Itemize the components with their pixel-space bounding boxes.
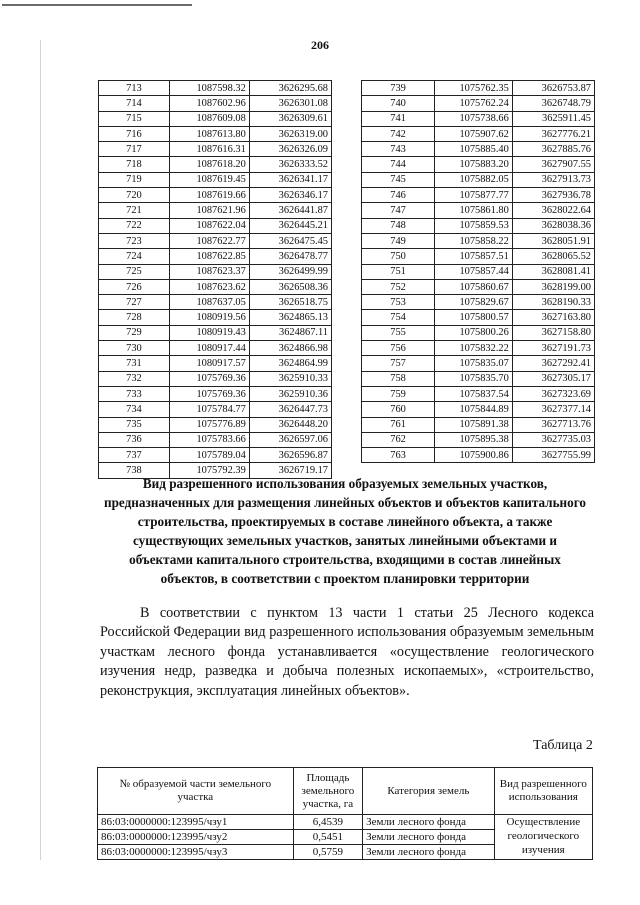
coordinate-row <box>99 341 332 356</box>
coord-y: 3628051.91 <box>512 233 594 248</box>
header-part-number: № образуемой части земельного участка <box>98 768 294 815</box>
cell-area: 0,5759 <box>293 845 362 860</box>
coordinate-row <box>99 188 332 203</box>
point-number: 741 <box>362 111 435 126</box>
coord-x: 1080919.56 <box>169 310 249 325</box>
coord-y: 3626441.87 <box>249 203 331 218</box>
coord-x: 1075769.36 <box>169 371 249 386</box>
coordinate-row <box>362 233 595 248</box>
point-number: 717 <box>99 142 170 157</box>
coordinate-row <box>99 402 332 417</box>
coord-y: 3625910.33 <box>249 371 331 386</box>
coord-x: 1075883.20 <box>435 157 513 172</box>
point-number: 730 <box>99 341 170 356</box>
coord-x: 1087602.96 <box>169 96 249 111</box>
coordinates-table-right <box>361 80 595 463</box>
coord-y: 3626478.77 <box>249 249 331 264</box>
coordinate-row <box>362 448 595 463</box>
coord-y: 3626748.79 <box>512 96 594 111</box>
cell-part-number: 86:03:0000000:123995/чзу1 <box>98 815 294 830</box>
coord-x: 1075844.89 <box>435 402 513 417</box>
coord-x: 1075762.24 <box>435 96 513 111</box>
point-number: 738 <box>99 463 170 478</box>
coordinate-row <box>362 81 595 96</box>
coordinate-row <box>99 218 332 233</box>
coord-x: 1087637.05 <box>169 295 249 310</box>
coord-x: 1087618.20 <box>169 157 249 172</box>
point-number: 747 <box>362 203 435 218</box>
coord-x: 1087622.85 <box>169 249 249 264</box>
coord-y: 3626753.87 <box>512 81 594 96</box>
coordinate-row <box>99 386 332 401</box>
coord-x: 1075783.66 <box>169 432 249 447</box>
coordinate-row <box>362 111 595 126</box>
coordinate-row <box>362 188 595 203</box>
coord-y: 3627936.78 <box>512 188 594 203</box>
coord-x: 1075907.62 <box>435 126 513 141</box>
point-number: 713 <box>99 81 170 96</box>
coord-x: 1075859.53 <box>435 218 513 233</box>
coord-y: 3627913.73 <box>512 172 594 187</box>
point-number: 753 <box>362 295 435 310</box>
coord-y: 3628199.00 <box>512 279 594 294</box>
coord-x: 1075877.77 <box>435 188 513 203</box>
coordinate-row <box>362 356 595 371</box>
coord-x: 1080919.43 <box>169 325 249 340</box>
coord-y: 3626445.21 <box>249 218 331 233</box>
coord-x: 1075784.77 <box>169 402 249 417</box>
point-number: 751 <box>362 264 435 279</box>
coord-x: 1087619.66 <box>169 188 249 203</box>
point-number: 739 <box>362 81 435 96</box>
coord-y: 3627713.76 <box>512 417 594 432</box>
coord-y: 3626447.73 <box>249 402 331 417</box>
point-number: 720 <box>99 188 170 203</box>
coord-y: 3626309.61 <box>249 111 331 126</box>
coord-x: 1087619.45 <box>169 172 249 187</box>
coord-y: 3626499.99 <box>249 264 331 279</box>
coordinate-row <box>99 371 332 386</box>
coord-y: 3626518.75 <box>249 295 331 310</box>
point-number: 728 <box>99 310 170 325</box>
coord-y: 3626719.17 <box>249 463 331 478</box>
coordinate-row <box>362 295 595 310</box>
page-edge-line <box>40 40 41 860</box>
coord-y: 3625911.45 <box>512 111 594 126</box>
point-number: 760 <box>362 402 435 417</box>
coordinate-row <box>362 432 595 447</box>
coord-y: 3626341.17 <box>249 172 331 187</box>
coord-y: 3626346.17 <box>249 188 331 203</box>
point-number: 744 <box>362 157 435 172</box>
coord-y: 3626301.08 <box>249 96 331 111</box>
table-row <box>98 815 593 830</box>
coordinate-row <box>362 402 595 417</box>
coordinates-table-left <box>98 80 332 479</box>
page-number: 206 <box>311 38 329 52</box>
point-number: 754 <box>362 310 435 325</box>
table-caption: Таблица 2 <box>533 738 593 753</box>
point-number: 756 <box>362 341 435 356</box>
body-paragraph: В соответствии с пунктом 13 части 1 статьи 25 Лесного кодекса Российской Федерации вид разрешенного использования образуемым земельным участкам лесного фонда устанавливается «осуществление геологического изучения недр, разведка и добыча полезных ископаемых», «строительство, реконструкция, эксплуатация линейных объектов». <box>100 605 594 699</box>
coord-y: 3627377.14 <box>512 402 594 417</box>
point-number: 714 <box>99 96 170 111</box>
coord-y: 3627191.73 <box>512 341 594 356</box>
coordinate-row <box>362 126 595 141</box>
point-number: 746 <box>362 188 435 203</box>
cell-land-category: Земли лесного фонда <box>363 845 495 860</box>
coordinate-row <box>99 126 332 141</box>
point-number: 752 <box>362 279 435 294</box>
coord-x: 1087609.08 <box>169 111 249 126</box>
coord-y: 3626597.06 <box>249 432 331 447</box>
point-number: 749 <box>362 233 435 248</box>
coord-x: 1075891.38 <box>435 417 513 432</box>
coord-x: 1075800.26 <box>435 325 513 340</box>
coord-x: 1087623.37 <box>169 264 249 279</box>
coordinate-row <box>362 386 595 401</box>
coordinate-row <box>362 157 595 172</box>
coord-x: 1075857.44 <box>435 264 513 279</box>
coord-y: 3628022.64 <box>512 203 594 218</box>
coordinate-row <box>99 279 332 294</box>
point-number: 742 <box>362 126 435 141</box>
point-number: 729 <box>99 325 170 340</box>
coordinate-row <box>362 325 595 340</box>
coord-x: 1075900.86 <box>435 448 513 463</box>
coord-x: 1075738.66 <box>435 111 513 126</box>
point-number: 763 <box>362 448 435 463</box>
header-area: Площадь земельного участка, га <box>293 768 362 815</box>
coord-x: 1087616.31 <box>169 142 249 157</box>
point-number: 740 <box>362 96 435 111</box>
coord-x: 1075789.04 <box>169 448 249 463</box>
header-permitted-use: Вид разрешенного использования <box>494 768 592 815</box>
coordinate-row <box>99 249 332 264</box>
coord-y: 3624864.99 <box>249 356 331 371</box>
coord-x: 1075861.80 <box>435 203 513 218</box>
coord-x: 1087621.96 <box>169 203 249 218</box>
cell-permitted-use: Осуществление геологического изучения <box>494 815 592 860</box>
coord-x: 1075835.07 <box>435 356 513 371</box>
point-number: 736 <box>99 432 170 447</box>
coordinate-row <box>99 233 332 248</box>
coord-x: 1075792.39 <box>169 463 249 478</box>
coordinate-row <box>362 417 595 432</box>
cell-part-number: 86:03:0000000:123995/чзу2 <box>98 830 294 845</box>
point-number: 725 <box>99 264 170 279</box>
coordinate-row <box>362 310 595 325</box>
coordinate-row <box>362 371 595 386</box>
cell-area: 6,4539 <box>293 815 362 830</box>
coord-y: 3628065.52 <box>512 249 594 264</box>
coord-y: 3626448.20 <box>249 417 331 432</box>
coord-y: 3627735.03 <box>512 432 594 447</box>
point-number: 722 <box>99 218 170 233</box>
coord-y: 3627776.21 <box>512 126 594 141</box>
coord-x: 1075829.67 <box>435 295 513 310</box>
coord-y: 3626319.00 <box>249 126 331 141</box>
coord-y: 3625910.36 <box>249 386 331 401</box>
point-number: 762 <box>362 432 435 447</box>
coord-x: 1075858.22 <box>435 233 513 248</box>
coord-y: 3628081.41 <box>512 264 594 279</box>
coord-x: 1080917.57 <box>169 356 249 371</box>
section-heading: Вид разрешенного использования образуемых земельных участков, предназначенных для размещения линейных объектов и объектов капитального строительства, проектируемых в составе линейного объекта, а также существующих земельных участков, занятых линейными объектами и объектами капитального строительства, входящими в состав линейных объектов, в соответствии с проектом планировки территории <box>104 476 586 586</box>
table-header-row <box>98 768 593 815</box>
point-number: 761 <box>362 417 435 432</box>
coordinate-row <box>362 203 595 218</box>
coordinate-row <box>99 111 332 126</box>
cell-part-number: 86:03:0000000:123995/чзу3 <box>98 845 294 860</box>
coordinate-row <box>99 432 332 447</box>
coordinate-row <box>362 218 595 233</box>
coord-x: 1075800.57 <box>435 310 513 325</box>
coordinate-row <box>99 325 332 340</box>
cell-land-category: Земли лесного фонда <box>363 830 495 845</box>
coord-x: 1075762.35 <box>435 81 513 96</box>
coordinate-row <box>99 295 332 310</box>
coord-y: 3627158.80 <box>512 325 594 340</box>
coord-y: 3626333.52 <box>249 157 331 172</box>
land-use-table <box>97 767 593 860</box>
coordinate-row <box>99 417 332 432</box>
coordinate-row <box>99 157 332 172</box>
point-number: 715 <box>99 111 170 126</box>
point-number: 724 <box>99 249 170 264</box>
point-number: 721 <box>99 203 170 218</box>
coord-y: 3626596.87 <box>249 448 331 463</box>
coord-x: 1075895.38 <box>435 432 513 447</box>
coord-y: 3626508.36 <box>249 279 331 294</box>
point-number: 757 <box>362 356 435 371</box>
point-number: 733 <box>99 386 170 401</box>
coord-y: 3627305.17 <box>512 371 594 386</box>
cell-area: 0,5451 <box>293 830 362 845</box>
coord-y: 3628190.33 <box>512 295 594 310</box>
coordinate-row <box>99 81 332 96</box>
point-number: 726 <box>99 279 170 294</box>
point-number: 718 <box>99 157 170 172</box>
coord-y: 3628038.36 <box>512 218 594 233</box>
point-number: 716 <box>99 126 170 141</box>
coord-x: 1087622.77 <box>169 233 249 248</box>
coord-y: 3626475.45 <box>249 233 331 248</box>
coord-x: 1075769.36 <box>169 386 249 401</box>
scan-artifact-line <box>2 4 192 6</box>
coordinate-row <box>362 96 595 111</box>
header-land-category: Категория земель <box>363 768 495 815</box>
coord-y: 3624866.98 <box>249 341 331 356</box>
point-number: 743 <box>362 142 435 157</box>
coord-y: 3627163.80 <box>512 310 594 325</box>
coordinate-row <box>99 142 332 157</box>
coord-y: 3626326.09 <box>249 142 331 157</box>
coord-x: 1075885.40 <box>435 142 513 157</box>
coord-x: 1075832.22 <box>435 341 513 356</box>
coord-y: 3627907.55 <box>512 157 594 172</box>
coord-x: 1075857.51 <box>435 249 513 264</box>
coord-y: 3627292.41 <box>512 356 594 371</box>
point-number: 735 <box>99 417 170 432</box>
coord-y: 3627755.99 <box>512 448 594 463</box>
point-number: 734 <box>99 402 170 417</box>
point-number: 719 <box>99 172 170 187</box>
coord-y: 3624867.11 <box>249 325 331 340</box>
point-number: 727 <box>99 295 170 310</box>
point-number: 759 <box>362 386 435 401</box>
point-number: 723 <box>99 233 170 248</box>
coord-x: 1075776.89 <box>169 417 249 432</box>
coord-x: 1087598.32 <box>169 81 249 96</box>
coordinate-row <box>99 448 332 463</box>
coord-y: 3624865.13 <box>249 310 331 325</box>
coordinate-row <box>99 264 332 279</box>
point-number: 755 <box>362 325 435 340</box>
coordinate-row <box>99 203 332 218</box>
coordinate-row <box>362 279 595 294</box>
cell-land-category: Земли лесного фонда <box>363 815 495 830</box>
coordinate-row <box>362 172 595 187</box>
coordinate-row <box>362 142 595 157</box>
point-number: 731 <box>99 356 170 371</box>
coord-y: 3627885.76 <box>512 142 594 157</box>
coord-x: 1075835.70 <box>435 371 513 386</box>
point-number: 748 <box>362 218 435 233</box>
coord-y: 3627323.69 <box>512 386 594 401</box>
coordinate-row <box>362 341 595 356</box>
coord-x: 1075882.05 <box>435 172 513 187</box>
coord-x: 1080917.44 <box>169 341 249 356</box>
coord-x: 1087622.04 <box>169 218 249 233</box>
point-number: 732 <box>99 371 170 386</box>
coordinate-row <box>99 310 332 325</box>
point-number: 745 <box>362 172 435 187</box>
coord-x: 1087613.80 <box>169 126 249 141</box>
coordinate-row <box>99 172 332 187</box>
point-number: 758 <box>362 371 435 386</box>
coordinate-row <box>362 249 595 264</box>
point-number: 750 <box>362 249 435 264</box>
coordinate-row <box>99 96 332 111</box>
point-number: 737 <box>99 448 170 463</box>
coord-x: 1075837.54 <box>435 386 513 401</box>
coordinate-row <box>362 264 595 279</box>
coord-x: 1087623.62 <box>169 279 249 294</box>
coord-y: 3626295.68 <box>249 81 331 96</box>
coord-x: 1075860.67 <box>435 279 513 294</box>
coordinate-row <box>99 356 332 371</box>
